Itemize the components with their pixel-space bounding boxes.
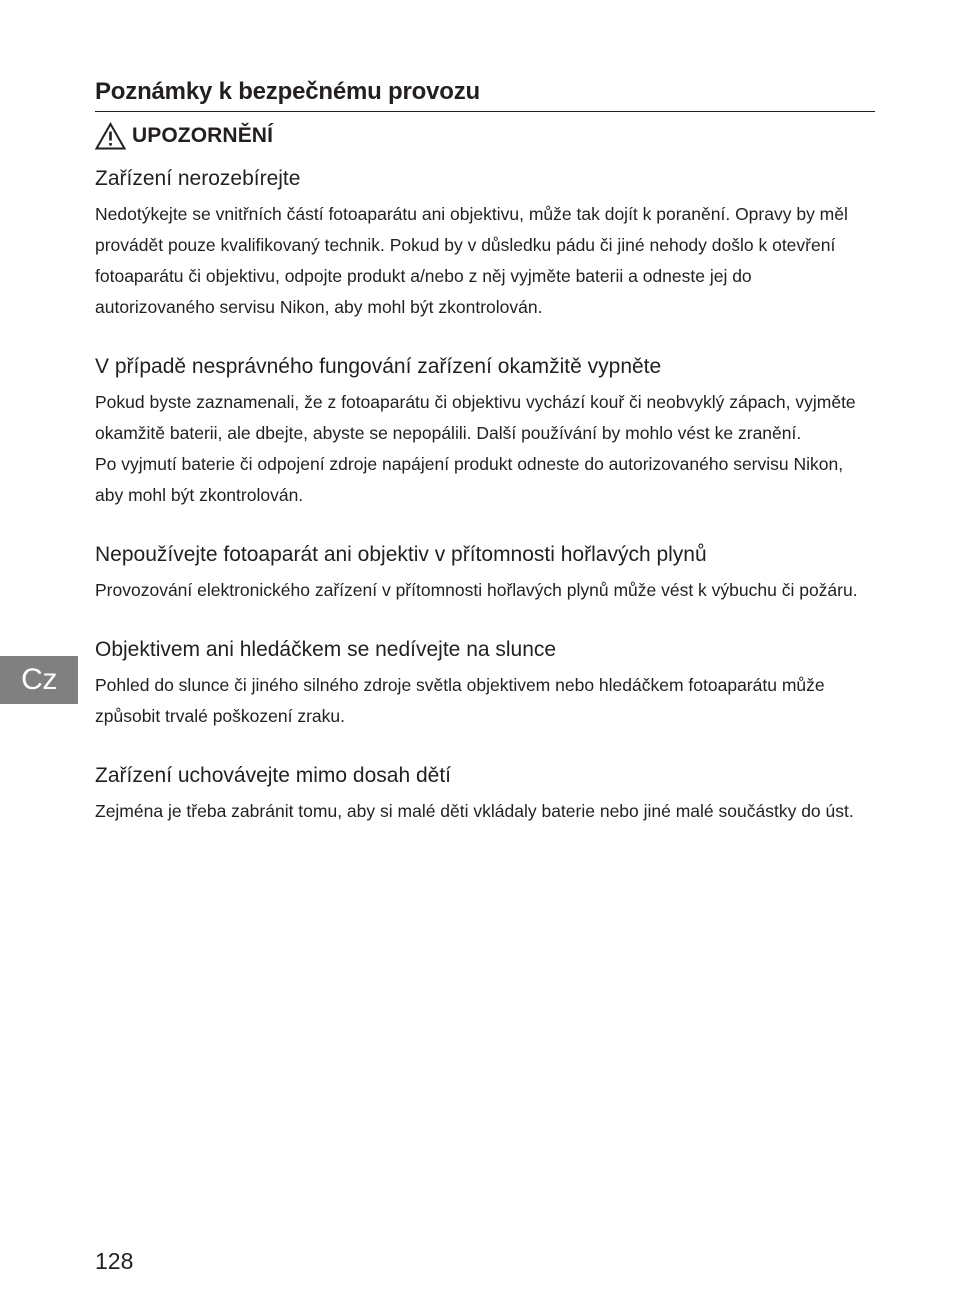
section-heading: Nepoužívejte fotoaparát ani objektiv v přítomnosti hořlavých plynů	[95, 543, 707, 566]
section-children	[95, 760, 870, 827]
warning-label: UPOZORNĚNÍ	[132, 124, 274, 147]
section-heading: Zařízení uchovávejte mimo dosah dětí	[95, 764, 452, 787]
section-heading: Zařízení nerozebírejte	[95, 167, 301, 190]
warning-triangle-icon	[95, 122, 126, 150]
section-disassembly	[95, 163, 870, 323]
title-divider	[95, 111, 875, 112]
section-body: Nedotýkejte se vnitřních částí fotoaparátu ani objektivu, může tak dojít k poranění. Opravy by měl provádět pouze kvalifikovaný technik. Pokud by v důsledku pádu či jiné nehody došlo k otevření fotoaparátu či objektivu, odpojte produkt a/nebo z něj vyjměte baterii a odneste jej do autorizovaného servisu Nikon, aby mohl být zkontrolován.	[95, 204, 848, 317]
section-body: Provozování elektronického zařízení v přítomnosti hořlavých plynů může vést k výbuchu či požáru.	[95, 580, 858, 600]
section-body: Pohled do slunce či jiného silného zdroje světla objektivem nebo hledáčkem fotoaparátu může způsobit trvalé poškození zraku.	[95, 675, 825, 726]
warning-header	[95, 119, 273, 153]
page-number: 128	[95, 1248, 134, 1274]
section-body: Zejména je třeba zabránit tomu, aby si malé děti vkládaly baterie nebo jiné malé součástky do úst.	[95, 801, 854, 821]
section-sun	[95, 634, 870, 732]
language-tab: Cz	[0, 656, 78, 704]
section-body-continued: Po vyjmutí baterie či odpojení zdroje napájení produkt odneste do autorizovaného servisu Nikon, aby mohl být zkontrolován.	[95, 454, 844, 505]
section-heading: Objektivem ani hledáčkem se nedívejte na slunce	[95, 638, 557, 661]
section-body: Pokud byste zaznamenali, že z fotoaparátu či objektivu vychází kouř či neobvyklý zápach, vyjměte okamžitě baterii, ale dbejte, abyste se nepopálili. Další používání by mohlo vést ke zranění.	[95, 392, 856, 443]
section-heading: V případě nesprávného fungování zařízení okamžitě vypněte	[95, 355, 662, 378]
safety-notes	[95, 163, 870, 855]
section-flammable-gas	[95, 539, 870, 606]
page-title: Poznámky k bezpečnému provozu	[95, 78, 480, 105]
section-malfunction	[95, 351, 870, 511]
